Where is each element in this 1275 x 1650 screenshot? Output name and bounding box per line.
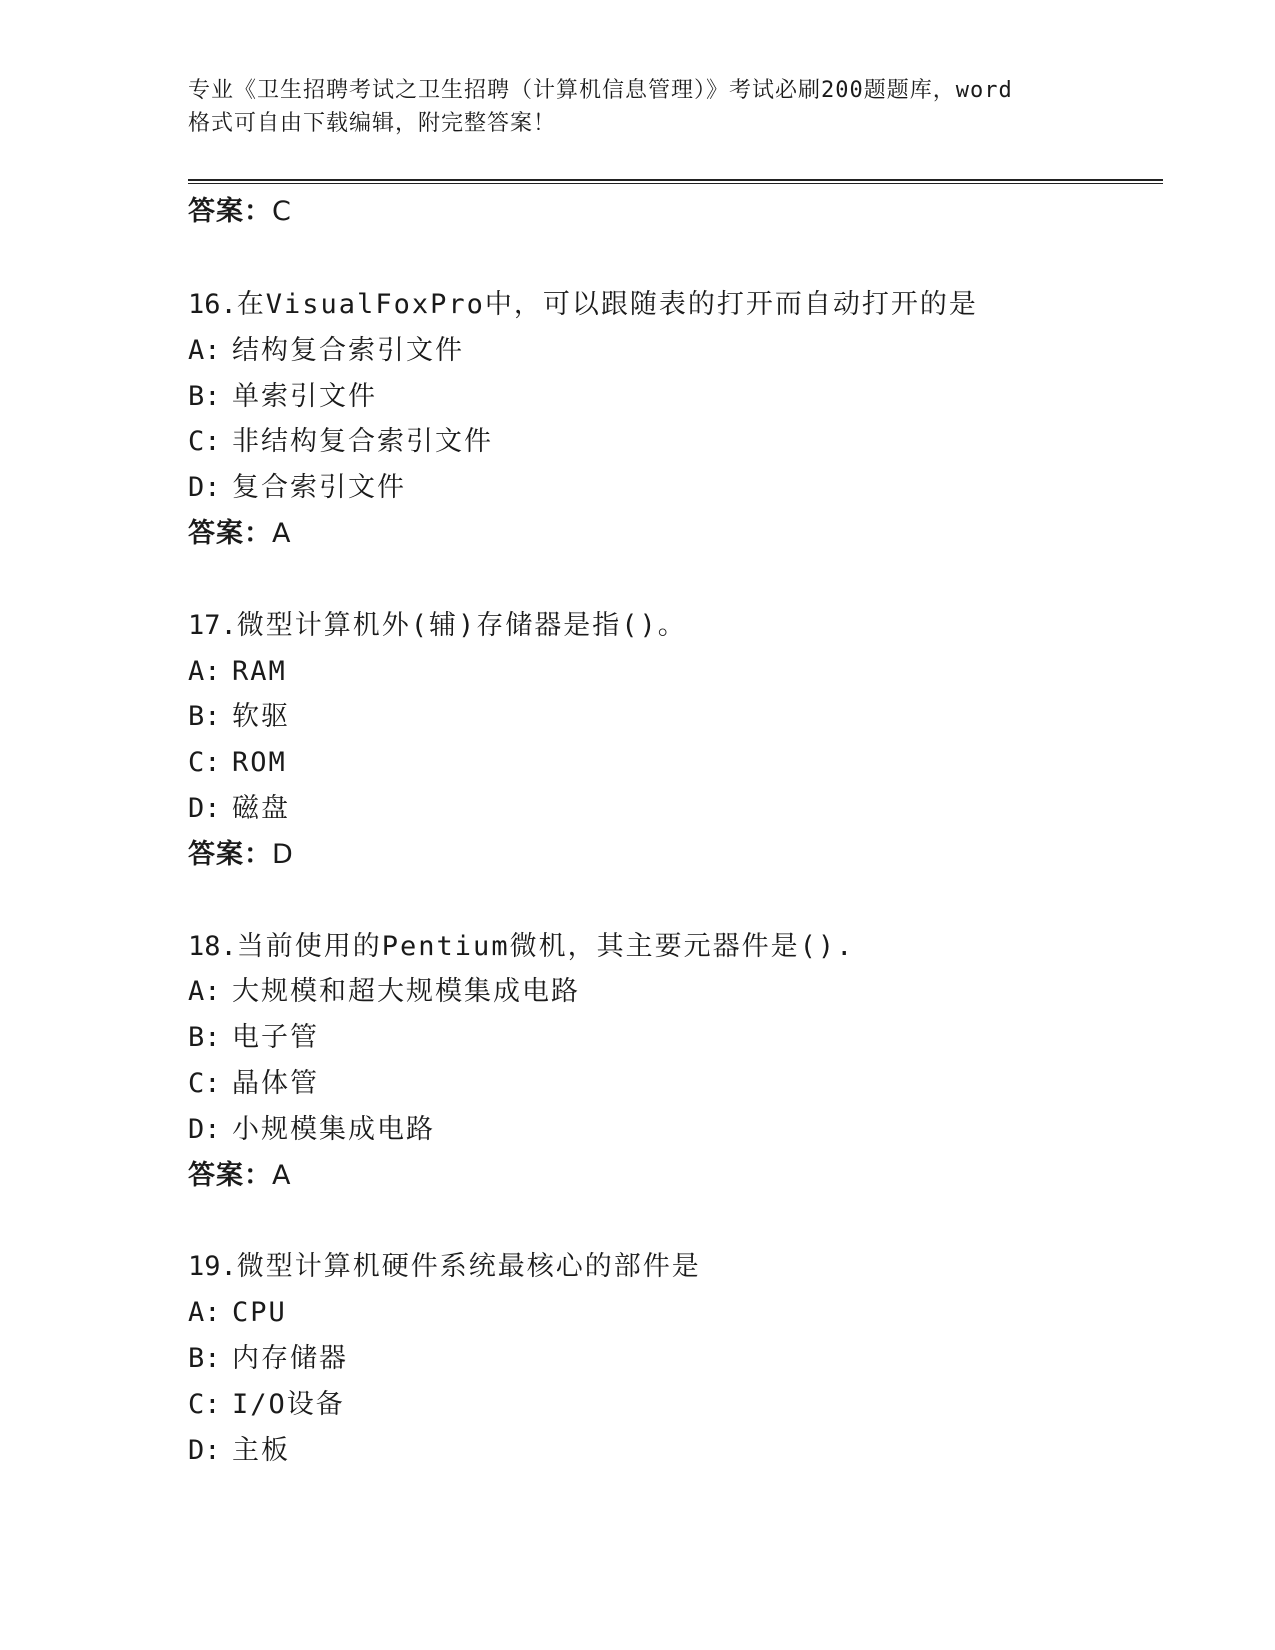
option-text: 结构复合索引文件 [232,334,464,366]
option-text: 小规模集成电路 [232,1113,435,1145]
answer-value: A [272,1159,291,1191]
option-key: D: [188,792,221,824]
option-key: D: [188,1113,221,1145]
option-c [188,1382,1168,1428]
answer-value: D [272,838,293,870]
header-note [188,74,1088,140]
answer-label: 答案： [188,1159,272,1191]
option-text: 单索引文件 [232,380,377,412]
option-key: C: [188,747,221,779]
question-stem [188,1244,1168,1290]
option-text: 复合索引文件 [232,472,406,504]
option-key: C: [188,426,221,458]
question-19 [188,1244,1168,1473]
option-c [188,1061,1168,1107]
option-d [188,1107,1168,1153]
option-key: B: [188,701,221,733]
option-key: D: [188,472,221,504]
option-key: B: [188,380,221,412]
question-text: 微型计算机硬件系统最核心的部件是 [236,1251,701,1283]
option-text: I/O设备 [232,1388,345,1420]
option-text: 电子管 [232,1022,319,1054]
question-number: 18. [188,930,237,962]
option-a [188,969,1168,1015]
header-note-line-2: 格式可自由下载编辑，附完整答案！ [188,111,557,136]
header-divider [188,179,1163,184]
option-key: B: [188,1022,221,1054]
option-b [188,374,1168,420]
option-key: B: [188,1342,221,1374]
question-stem [188,282,1168,328]
option-key: A: [188,1297,221,1329]
option-key: D: [188,1434,221,1466]
answer-label: 答案： [188,196,272,227]
option-a [188,649,1168,695]
question-answer [188,1153,1168,1199]
option-text: ROM [232,747,287,779]
option-text: RAM [232,655,287,687]
question-stem [188,924,1168,970]
option-d [188,465,1168,511]
question-number: 16. [188,289,237,320]
option-a [188,328,1168,374]
question-17 [188,603,1168,878]
question-18 [188,924,1168,1199]
option-text: 非结构复合索引文件 [232,426,493,458]
option-d [188,786,1168,832]
question-answer [188,511,1168,557]
question-stem [188,603,1168,649]
question-number: 19. [188,1251,237,1283]
option-text: 主板 [232,1434,290,1466]
question-text: 微型计算机外(辅)存储器是指()。 [236,609,687,641]
option-text: CPU [232,1297,287,1329]
option-b [188,1015,1168,1061]
option-text: 晶体管 [232,1067,319,1099]
option-key: A: [188,976,221,1008]
option-key: A: [188,334,221,366]
previous-answer [188,192,291,232]
option-key: C: [188,1388,221,1420]
question-text: 当前使用的Pentium微机，其主要元器件是(). [236,930,855,962]
option-key: A: [188,655,221,687]
answer-label: 答案： [188,517,272,549]
question-text: 在VisualFoxPro中，可以跟随表的打开而自动打开的是 [236,289,978,320]
option-b [188,694,1168,740]
option-text: 磁盘 [232,792,290,824]
option-key: C: [188,1067,221,1099]
answer-value: C [272,196,291,227]
question-list [188,282,1168,1519]
option-d [188,1428,1168,1474]
option-text: 大规模和超大规模集成电路 [232,976,580,1008]
question-number: 17. [188,609,237,641]
option-c [188,419,1168,465]
answer-value: A [272,517,291,549]
question-16 [188,282,1168,557]
option-c [188,740,1168,786]
option-b [188,1336,1168,1382]
header-note-line-1: 专业《卫生招聘考试之卫生招聘（计算机信息管理）》考试必刷200题题库，word [188,78,1013,103]
option-text: 软驱 [232,701,290,733]
option-a [188,1290,1168,1336]
answer-label: 答案： [188,838,272,870]
option-text: 内存储器 [232,1342,348,1374]
question-answer [188,832,1168,878]
